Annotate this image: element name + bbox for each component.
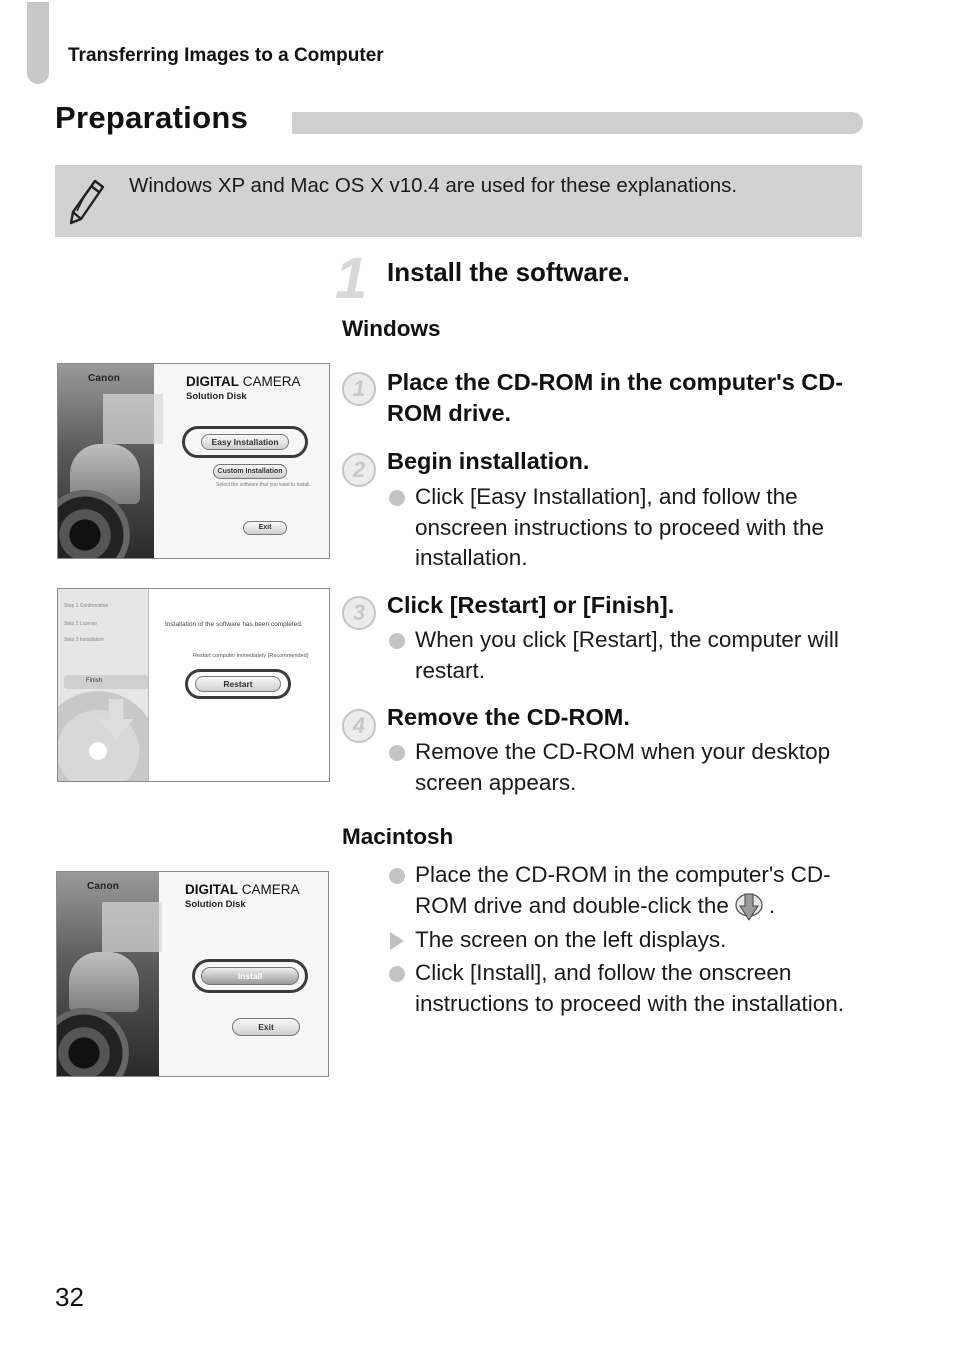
finish-step-label: Finish — [86, 678, 103, 684]
substep-4-bullet: Remove the CD-ROM when your desktop screen appears. — [387, 737, 867, 798]
substep-title-1: Place the CD-ROM in the computer's CD-ROM drive. — [387, 369, 844, 426]
mac-installer-screenshot — [56, 871, 329, 1077]
bullet-dot-icon — [389, 745, 405, 761]
note-box — [55, 165, 862, 237]
step-sidebar: Step 1 Confirmation Step 2 License Step 3 Installation Finish — [58, 589, 148, 781]
pencil-icon — [67, 177, 107, 225]
substep-title-2: Begin installation. — [387, 448, 590, 474]
solution-disk-label: Solution Disk — [186, 391, 247, 402]
installation-complete-screenshot — [57, 588, 330, 782]
windows-heading: Windows — [342, 316, 441, 341]
cd-image — [57, 691, 158, 782]
mac-result: The screen on the left displays. — [387, 925, 867, 956]
substep-number-4: 4 — [342, 709, 376, 743]
solution-disk-label: Solution Disk — [185, 899, 246, 910]
page-number: 32 — [55, 1282, 84, 1312]
digital-camera-logo: DIGITAL CAMERA — [186, 374, 301, 389]
step-title: Install the software. — [387, 257, 630, 287]
page-title: Preparations — [55, 100, 249, 135]
bullet-dot-icon — [389, 633, 405, 649]
bullet-dot-icon — [389, 490, 405, 506]
finish-panel — [148, 589, 329, 781]
camera-lens-image — [56, 1008, 129, 1077]
substep-title-3: Click [Restart] or [Finish]. — [387, 592, 675, 618]
easy-installation-button[interactable]: Easy Installation — [201, 434, 289, 450]
title-rule-bar — [292, 112, 863, 134]
bullet-dot-icon — [389, 966, 405, 982]
substep-number-2: 2 — [342, 453, 376, 487]
section-heading: Transferring Images to a Computer — [68, 45, 384, 66]
macintosh-heading: Macintosh — [342, 824, 454, 849]
windows-installer-screenshot — [57, 363, 330, 559]
step-number: 1 — [335, 246, 368, 311]
canon-logo: Canon — [88, 373, 121, 384]
side-tab-marker — [27, 2, 49, 84]
mac-bullet-2: Click [Install], and follow the onscreen instructions to proceed with the installation. — [387, 958, 867, 1019]
result-arrow-icon — [390, 932, 404, 950]
exit-button[interactable]: Exit — [232, 1018, 300, 1036]
canon-logo: Canon — [87, 881, 120, 892]
exit-button[interactable]: Exit — [243, 521, 287, 535]
camera-photo-panel — [57, 872, 159, 1076]
substep-title-4: Remove the CD-ROM. — [387, 704, 630, 730]
restart-checkbox[interactable]: Restart computer immediately (Recommended) — [193, 653, 309, 659]
installer-cd-icon — [733, 892, 765, 922]
substep-number-3: 3 — [342, 596, 376, 630]
install-button[interactable]: Install — [201, 967, 299, 985]
custom-installation-button[interactable]: Custom Installation — [213, 464, 287, 479]
note-text: Windows XP and Mac OS X v10.4 are used for these explanations. — [129, 174, 738, 197]
completion-message: Installation of the software has been completed. — [165, 621, 303, 628]
substep-2-bullet: Click [Easy Installation], and follow the onscreen instructions to proceed with the installation. — [387, 482, 867, 574]
camera-photo-panel — [58, 364, 154, 558]
restart-button[interactable]: Restart — [195, 676, 281, 692]
substep-number-1: 1 — [342, 372, 376, 406]
bullet-dot-icon — [389, 868, 405, 884]
substep-3-bullet: When you click [Restart], the computer will restart. — [387, 625, 867, 686]
digital-camera-logo: DIGITAL CAMERA — [185, 882, 300, 897]
hint-text: Select the software that you want to install. — [216, 482, 311, 488]
mac-bullet-1: Place the CD-ROM in the computer's CD-ROM drive and double-click the . — [387, 860, 867, 922]
